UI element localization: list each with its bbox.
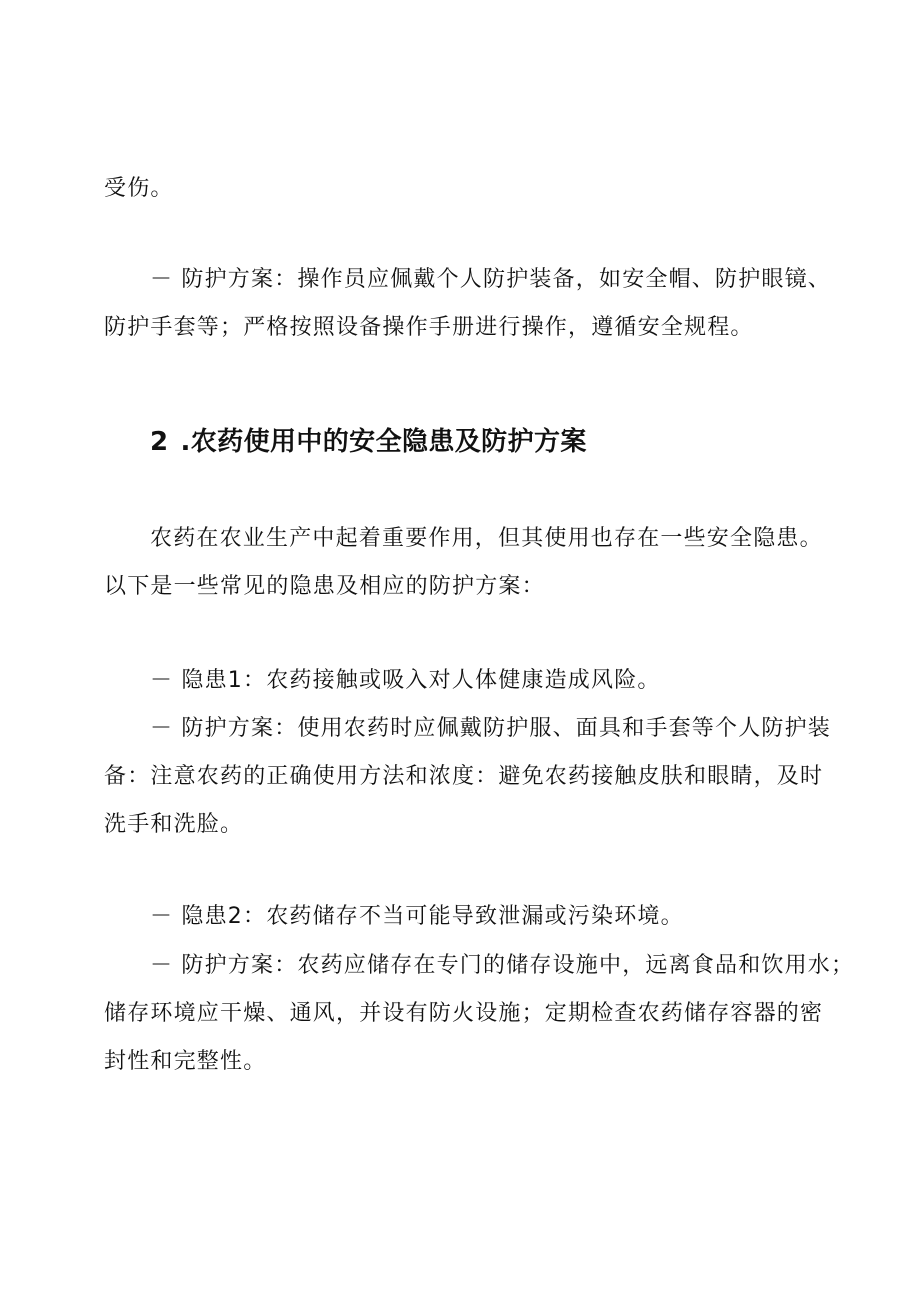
protection-plan-line: 储存环境应干燥、通风，并设有防火设施；定期检查农药储存容器的密 xyxy=(104,1001,824,1026)
protection-plan-line: － 防护方案：农药应储存在专门的储存设施中，远离食品和饮用水； xyxy=(150,953,855,978)
protection-plan-line: － 防护方案：使用农药时应佩戴防护服、面具和手套等个人防护装 xyxy=(150,716,831,741)
section-title: .农药使用中的安全隐患及防护方案 xyxy=(180,427,587,457)
protection-plan-line: 防护手套等；严格按照设备操作手册进行操作，遵循安全规程。 xyxy=(104,315,754,340)
protection-plan-line: 备：注意农药的正确使用方法和浓度：避免农药接触皮肤和眼睛，及时 xyxy=(104,764,824,789)
hazard-item: － 隐患1：农药接触或吸入对人体健康造成风险。 xyxy=(150,668,661,693)
section-number: 2 xyxy=(150,427,169,457)
section-intro-line: 以下是一些常见的隐患及相应的防护方案： xyxy=(104,574,545,599)
protection-plan-line: 封性和完整性。 xyxy=(104,1049,267,1074)
paragraph-tail: 受伤。 xyxy=(104,176,174,201)
protection-plan-line: 洗手和洗脸。 xyxy=(104,812,244,837)
protection-plan-line: － 防护方案：操作员应佩戴个人防护装备，如安全帽、防护眼镜、 xyxy=(150,267,831,292)
hazard-item: － 隐患2：农药储存不当可能导致泄漏或污染环境。 xyxy=(150,904,684,929)
section-heading xyxy=(150,424,587,460)
section-intro-line: 农药在农业生产中起着重要作用，但其使用也存在一些安全隐患。 xyxy=(150,526,823,551)
